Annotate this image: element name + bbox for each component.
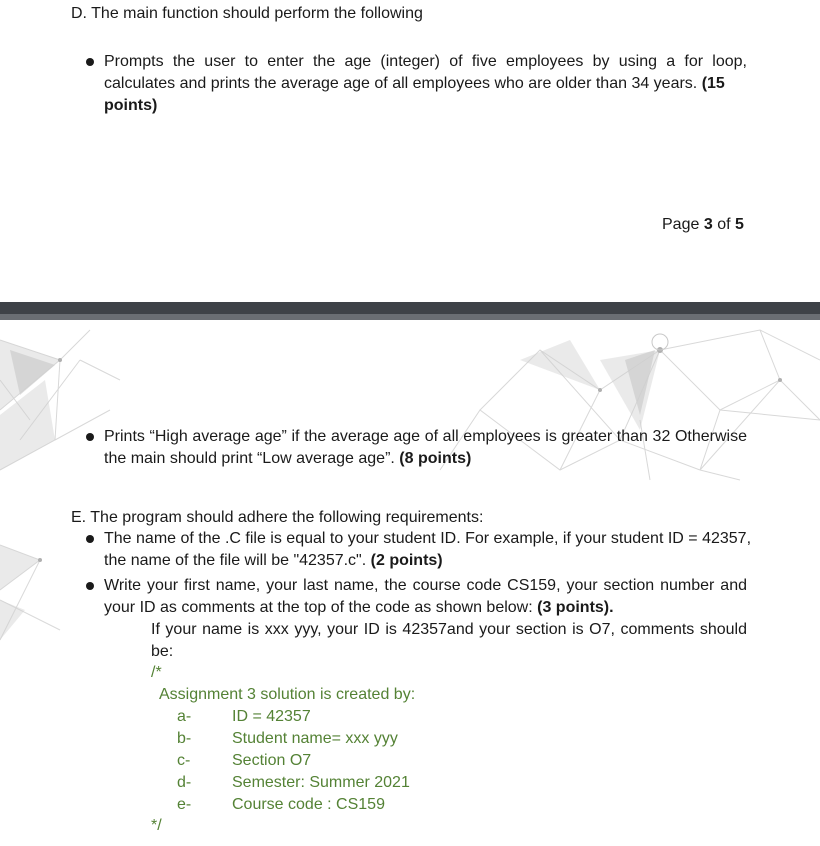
bullet1-points-cont: points)	[104, 97, 158, 114]
footer-of-label: of	[717, 216, 731, 233]
comment-item-label: c-	[177, 752, 191, 769]
example-line2: be:	[151, 643, 174, 660]
comment-open: /*	[151, 664, 162, 681]
bullet2-line1: Prints “High average age” if the average age of all employees is greater than 32 Otherwise	[104, 428, 747, 445]
bullet1-line1: Prompts the user to enter the age (integer) of five employees by using a for loop,	[104, 53, 747, 70]
req2-line2-text: your ID as comments at the top of the code as shown below:	[104, 599, 533, 616]
comment-close: */	[151, 817, 162, 834]
bullet2-points: (8 points)	[399, 450, 472, 467]
req1-line2	[104, 550, 443, 572]
comment-item-text: Section O7	[232, 752, 312, 769]
comment-item-label: e-	[177, 796, 192, 813]
bullet2-line2-text: the main should print “Low average age”.	[104, 450, 395, 467]
req1-line2-text: the name of the file will be "42357.c".	[104, 552, 367, 569]
bullet1-line2-text: calculates and prints the average age of all employees who are older than 34 years.	[104, 75, 698, 92]
section-e-heading: E. The program should adhere the following requirements:	[71, 509, 484, 526]
comment-item-label: d-	[177, 774, 192, 791]
bullet2-line2	[104, 448, 471, 470]
document-page-4	[0, 320, 820, 846]
footer-page-label: Page	[662, 216, 700, 233]
footer-page-number: 3	[703, 216, 713, 233]
comment-item-text: Student name= xxx yyy	[232, 730, 398, 747]
bullet1-line3	[104, 95, 157, 117]
bullet-dot	[86, 535, 94, 543]
req1-line1: The name of the .C file is equal to your student ID. For example, if your student ID = 42357,	[104, 530, 752, 547]
bullet1-line2	[104, 73, 725, 95]
req2-line2	[104, 597, 614, 619]
bullet-dot	[86, 58, 94, 66]
comment-item-text: ID = 42357	[232, 708, 311, 725]
document-page-3	[0, 0, 820, 302]
comment-item-text: Semester: Summer 2021	[232, 774, 410, 791]
bullet-dot	[86, 582, 94, 590]
bullet1-points: (15	[701, 75, 725, 92]
req1-points: (2 points)	[370, 552, 443, 569]
comment-title: Assignment 3 solution is created by:	[159, 686, 416, 703]
comment-item-label: a-	[177, 708, 192, 725]
section-d-heading: D. The main function should perform the following	[71, 5, 423, 22]
req2-points: (3 points).	[537, 599, 614, 616]
comment-item-text: Course code : CS159	[232, 796, 385, 813]
footer-page-total: 5	[734, 216, 744, 233]
bullet-dot	[86, 433, 94, 441]
comment-item-label: b-	[177, 730, 192, 747]
req2-line1: Write your first name, your last name, the course code CS159, your section number and	[104, 577, 747, 594]
example-line1: If your name is xxx yyy, your ID is 42357and your section is O7, comments should	[151, 621, 747, 638]
page-separator	[0, 302, 820, 320]
page-footer	[662, 214, 744, 236]
